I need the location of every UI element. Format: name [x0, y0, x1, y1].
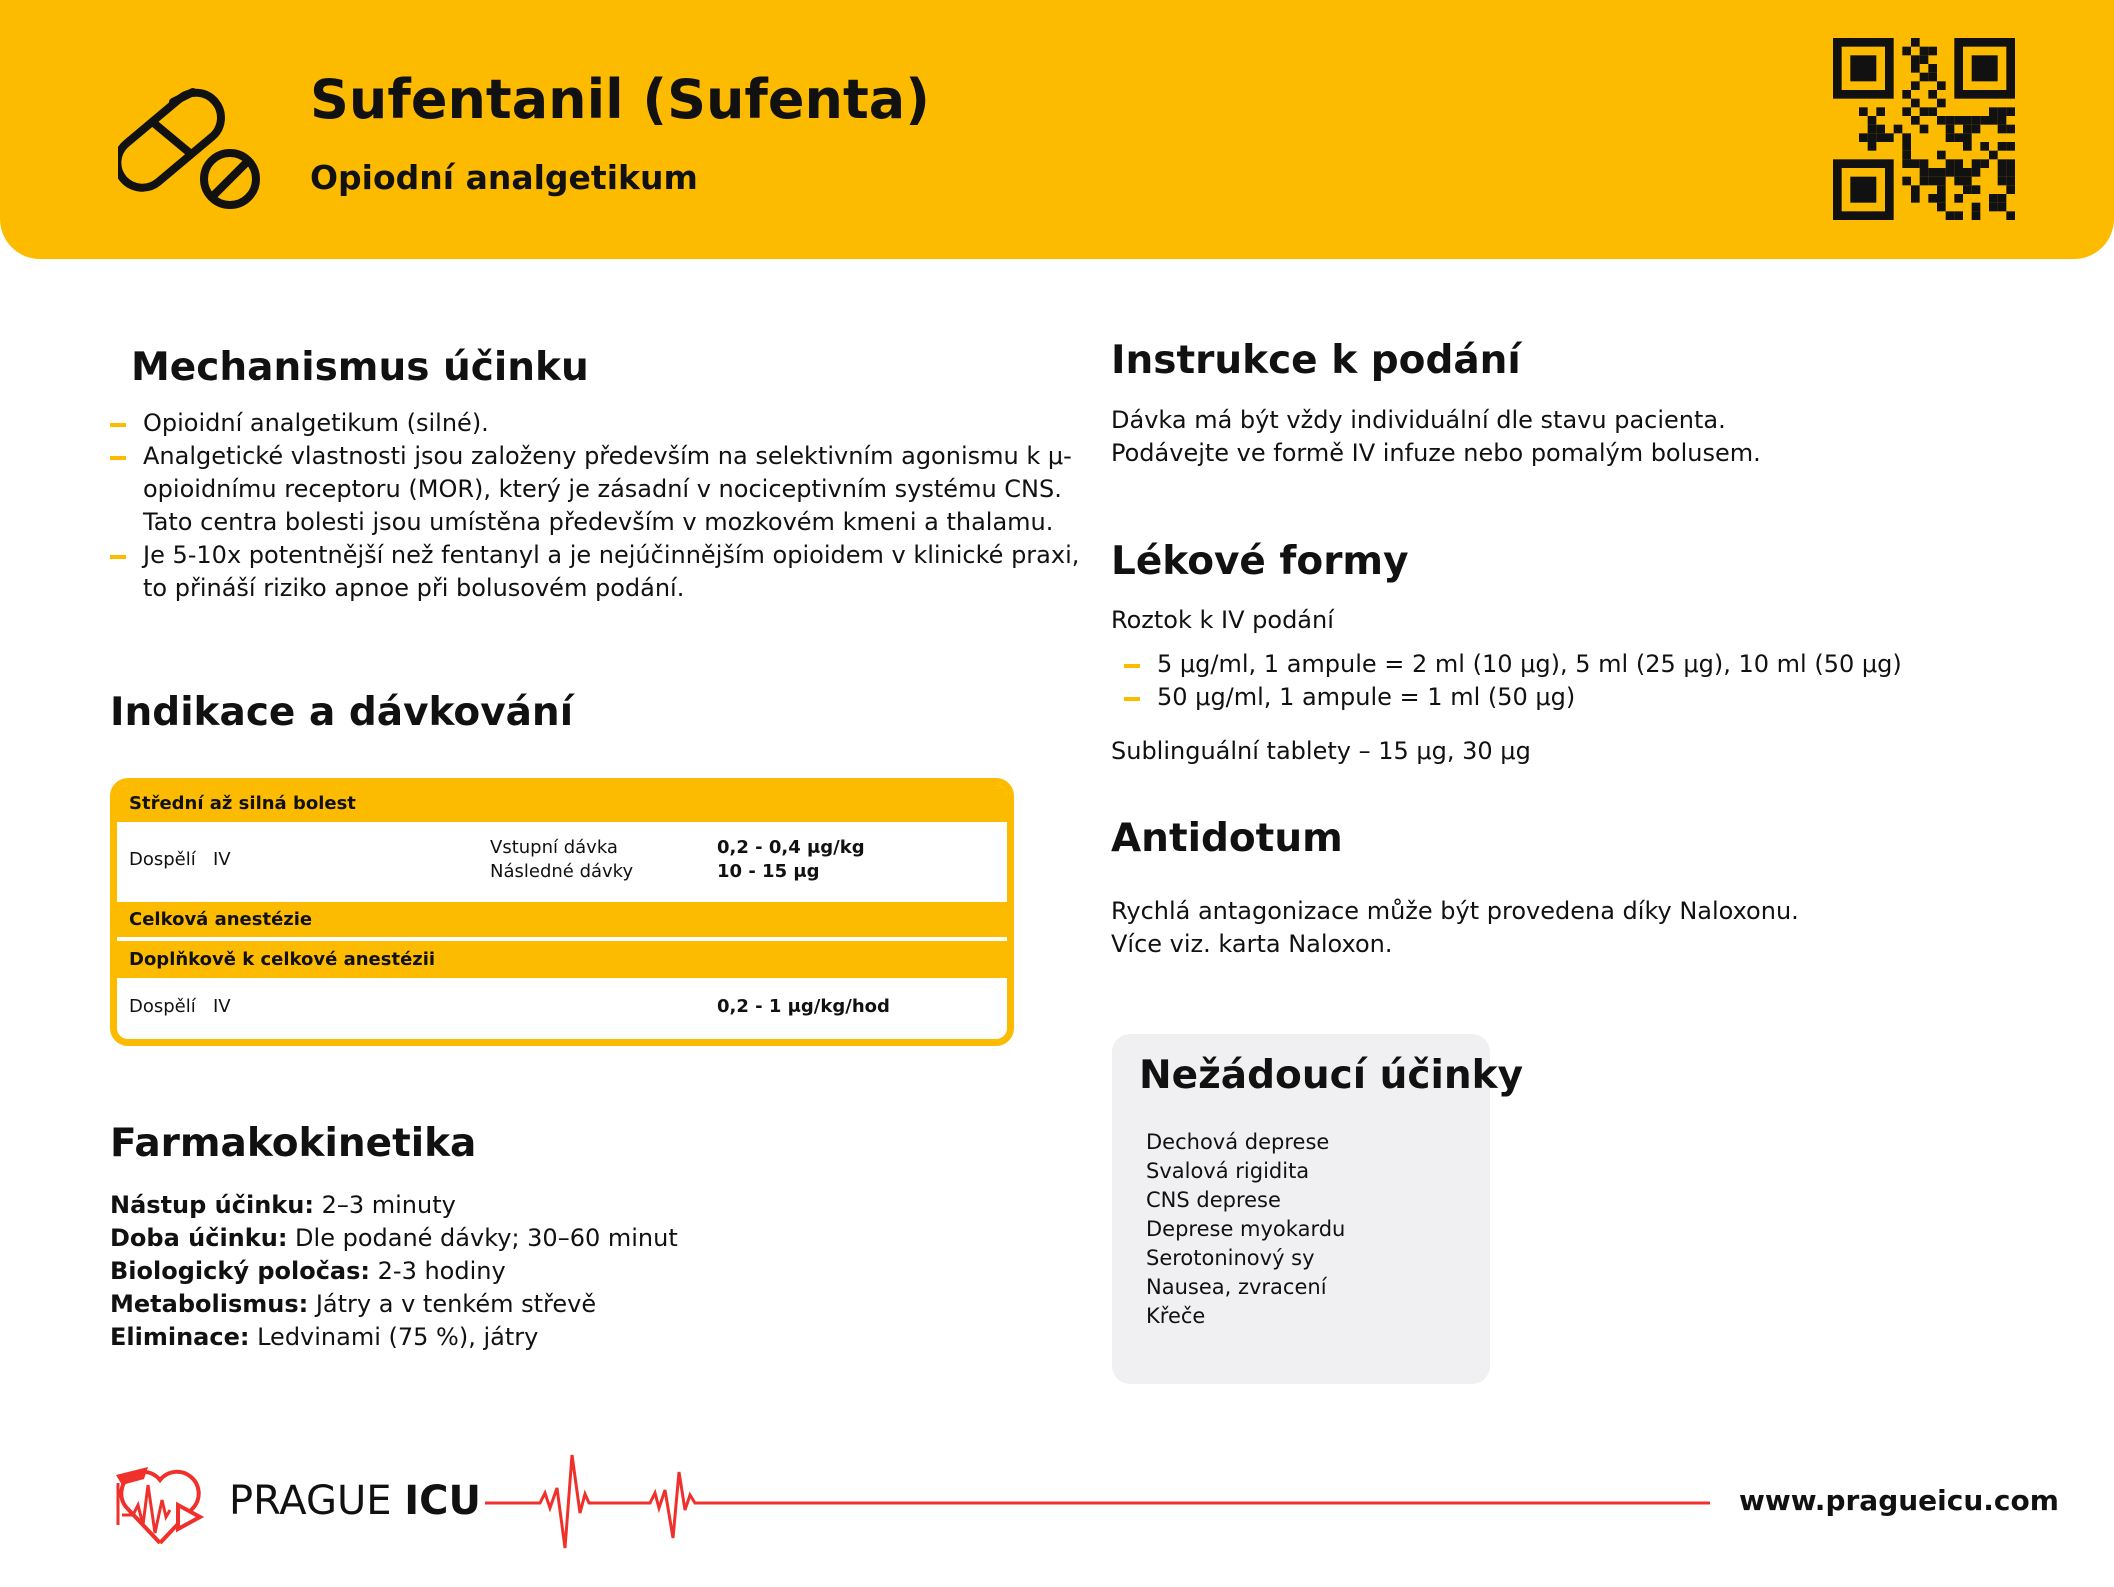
- dosing-table: [110, 778, 1014, 1046]
- list-item-line: Je 5-10x potentnější než fentanyl a je nejúčinnějším opioidem v klinické praxi,: [143, 541, 1080, 569]
- list-item-line: to přináší riziko apnoe při bolusovém podání.: [143, 574, 685, 602]
- pk-label: Nástup účinku:: [110, 1191, 314, 1219]
- patient-group: Dospělí: [129, 849, 196, 870]
- antidote-heading: Antidotum: [1111, 816, 1343, 861]
- adverse-item: Svalová rigidita: [1146, 1159, 1310, 1183]
- pill-icon: [118, 72, 268, 212]
- pk-value: Játry a v tenkém střevě: [308, 1290, 597, 1318]
- forms-intro: Roztok k IV podání: [1111, 606, 1334, 634]
- drug-class: Opiodní analgetikum: [310, 158, 698, 197]
- brand-light: PRAGUE: [229, 1478, 392, 1524]
- section-header: Střední až silná bolest: [117, 785, 1007, 822]
- forms-other: Sublinguální tablety – 15 μg, 30 μg: [1111, 737, 1531, 765]
- pk-value: Ledvinami (75 %), játry: [249, 1323, 539, 1351]
- pk-heading: Farmakokinetika: [110, 1121, 477, 1166]
- adverse-item: Křeče: [1146, 1304, 1206, 1328]
- admin-line: Podávejte ve formě IV infuze nebo pomalým bolusem.: [1111, 439, 1761, 467]
- route: IV: [213, 996, 231, 1017]
- pk-row: [110, 1222, 678, 1255]
- qr-code-icon[interactable]: [1833, 38, 2015, 220]
- table-row: [117, 978, 1007, 1046]
- pk-value: 2-3 hodiny: [370, 1257, 506, 1285]
- adverse-item: Nausea, zvracení: [1146, 1275, 1327, 1299]
- header-banner: [0, 0, 2114, 259]
- section-header: Celková anestézie: [117, 902, 1007, 941]
- pk-row: [110, 1255, 678, 1288]
- adverse-item: Dechová deprese: [1146, 1130, 1330, 1154]
- admin-line: Dávka má být vždy individuální dle stavu pacienta.: [1111, 406, 1726, 434]
- adverse-item: Serotoninový sy: [1146, 1246, 1315, 1270]
- list-item-line: Tato centra bolesti jsou umístěna především v mozkovém kmeni a thalamu.: [143, 508, 1054, 536]
- antidote-text: [1111, 895, 1799, 961]
- forms-list: [1124, 648, 1902, 714]
- drug-title: Sufentanil (Sufenta): [310, 68, 930, 131]
- section-header: Doplňkově k celkové anestézii: [117, 941, 1007, 978]
- dose-label: Následné dávky: [490, 861, 634, 882]
- pk-row: [110, 1288, 678, 1321]
- ecg-line: [485, 1450, 1710, 1550]
- table-row: [117, 822, 1007, 902]
- admin-text: [1111, 404, 1761, 470]
- pk-value: 2–3 minuty: [313, 1191, 456, 1219]
- indications-heading: Indikace a dávkování: [110, 690, 574, 735]
- dose-label: Vstupní dávka: [490, 837, 618, 858]
- pk-label: Eliminace:: [110, 1323, 250, 1351]
- adverse-heading: Nežádoucí účinky: [1139, 1053, 1524, 1098]
- list-item-line: Opioidní analgetikum (silné).: [143, 409, 489, 437]
- antidote-line: Rychlá antagonizace může být provedena díky Naloxonu.: [1111, 897, 1799, 925]
- patient-group: Dospělí: [129, 996, 196, 1017]
- list-item-line: opioidnímu receptoru (MOR), který je zásadní v nociceptivním systému CNS.: [143, 475, 1062, 503]
- list-item-line: Analgetické vlastnosti jsou založeny především na selektivním agonismu k μ-: [143, 442, 1072, 470]
- list-item: 5 μg/ml, 1 ampule = 2 ml (10 μg), 5 ml (25 μg), 10 ml (50 μg): [1124, 648, 1902, 681]
- antidote-line: Více viz. karta Naloxon.: [1111, 930, 1393, 958]
- adverse-list: [1146, 1128, 1345, 1331]
- pk-row: [110, 1321, 678, 1354]
- list-item: [110, 440, 1079, 539]
- website-link[interactable]: www.pragueicu.com: [1739, 1484, 2059, 1517]
- pk-label: Metabolismus:: [110, 1290, 309, 1318]
- pk-value: Dle podané dávky; 30–60 minut: [287, 1224, 678, 1252]
- brand-bold: ICU: [404, 1478, 481, 1524]
- dose-value: 0,2 - 0,4 μg/kg: [717, 837, 865, 858]
- list-item: [110, 407, 1079, 440]
- forms-heading: Lékové formy: [1111, 539, 1409, 584]
- pk-row: [110, 1189, 678, 1222]
- pk-label: Biologický poločas:: [110, 1257, 371, 1285]
- adverse-item: Deprese myokardu: [1146, 1217, 1346, 1241]
- adverse-effects-box: [1112, 1034, 1524, 1384]
- mechanism-list: [110, 407, 1079, 605]
- dose-value: 0,2 - 1 μg/kg/hod: [717, 996, 890, 1017]
- list-item: 50 μg/ml, 1 ampule = 1 ml (50 μg): [1124, 681, 1902, 714]
- pk-list: [110, 1189, 678, 1354]
- mechanism-heading: Mechanismus účinku: [131, 345, 589, 390]
- dose-value: 10 - 15 μg: [717, 861, 820, 882]
- prague-icu-logo-icon: [108, 1455, 213, 1547]
- admin-heading: Instrukce k podání: [1111, 338, 1521, 383]
- brand-name: [229, 1478, 481, 1524]
- pk-label: Doba účinku:: [110, 1224, 288, 1252]
- adverse-item: CNS deprese: [1146, 1188, 1281, 1212]
- list-item: [110, 539, 1079, 605]
- route: IV: [213, 849, 231, 870]
